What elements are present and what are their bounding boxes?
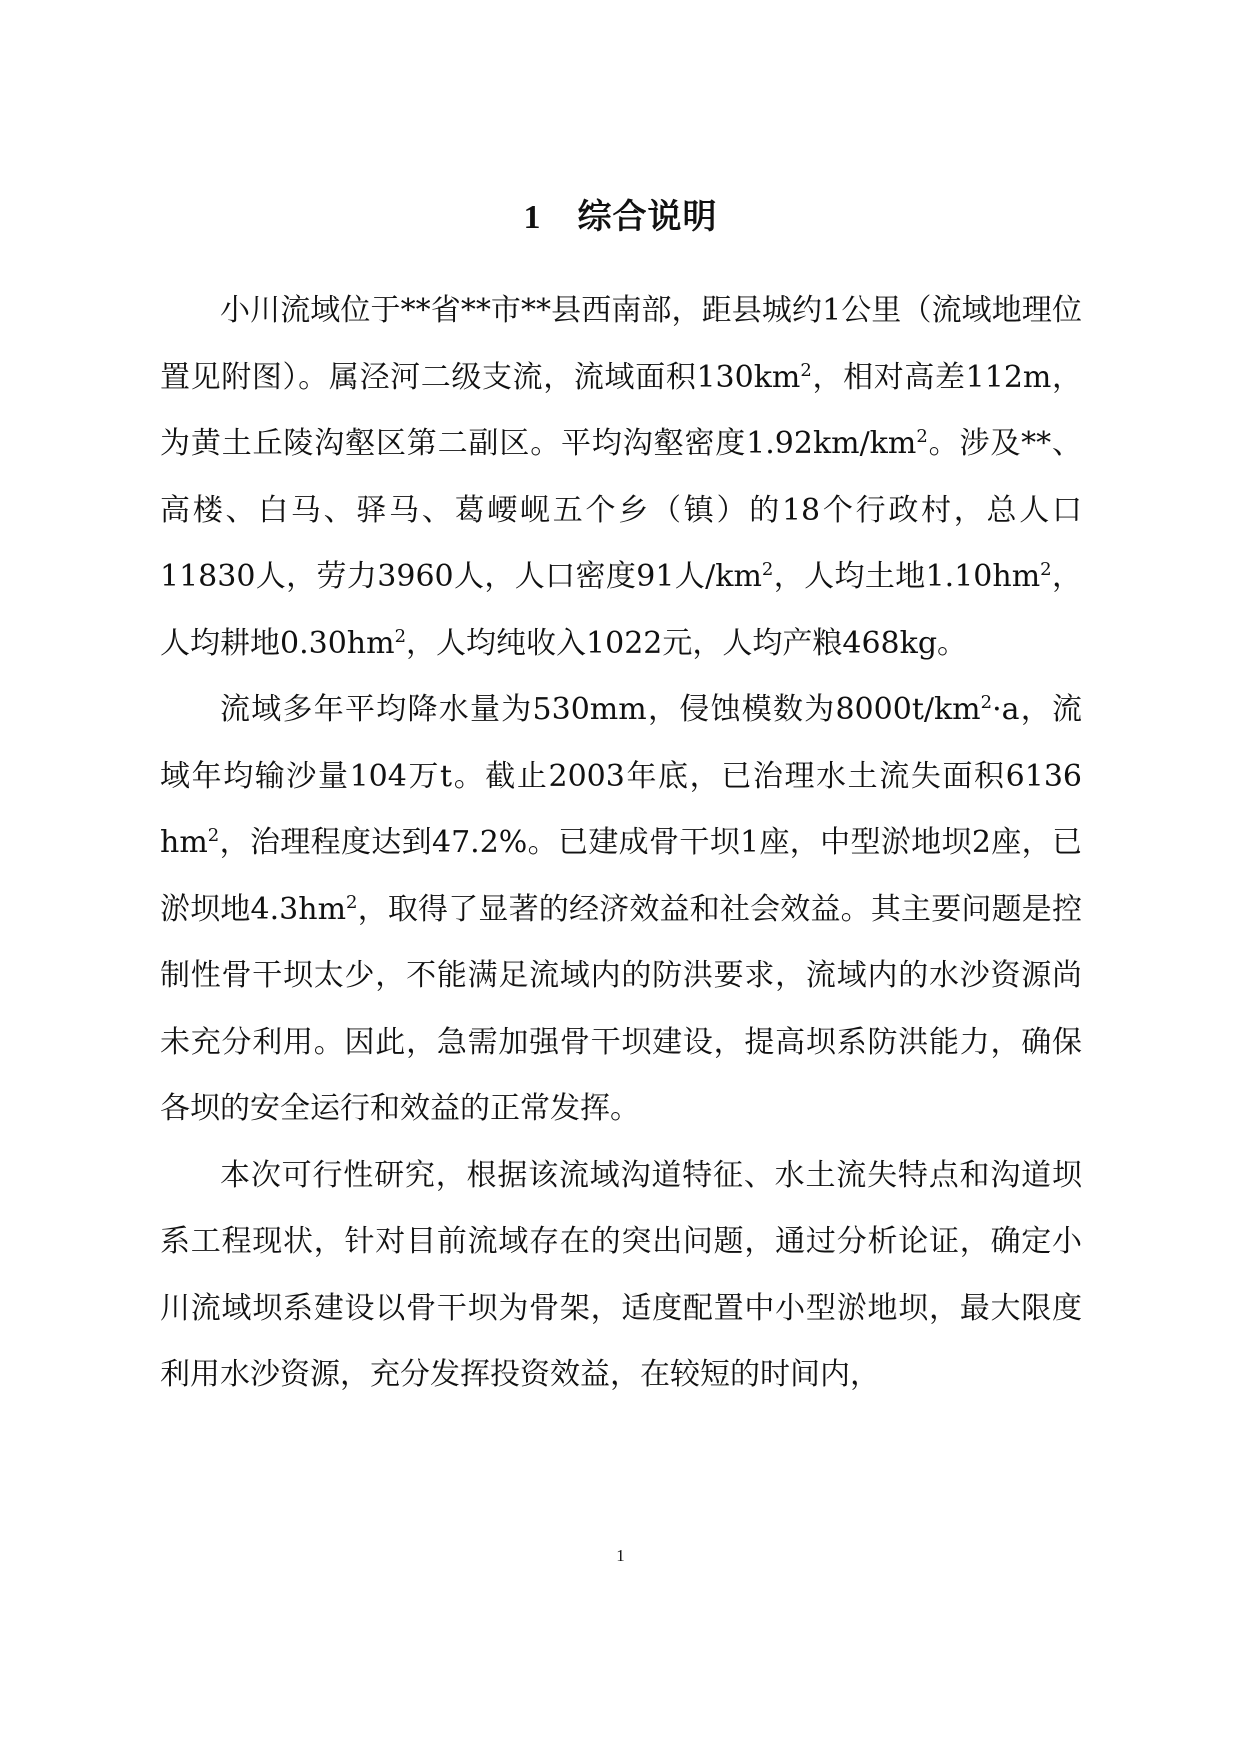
section-number: 1: [523, 198, 542, 236]
text-run: ，人均耕地0.30hm: [160, 559, 1082, 661]
page-number: 1: [616, 1546, 625, 1565]
section-title: 综合说明: [577, 196, 718, 237]
superscript: 2: [1040, 559, 1052, 580]
superscript: 2: [394, 625, 407, 647]
text-run: ，人均土地1.10hm: [773, 559, 1041, 594]
text-run: ，取得了显著的经济效益和社会效益。其主要问题是控制性骨干坝太少，不能满足流域内的防洪要求，流域内的水沙资源尚未充分利用。因此，急需加强骨干坝建设，提高坝系防洪能力，确保各坝的安全运行和效益的正常发挥。: [160, 891, 1082, 1126]
superscript: 2: [980, 692, 993, 713]
superscript: 2: [800, 359, 812, 381]
superscript: 2: [916, 426, 928, 447]
section-heading: [0, 195, 1241, 240]
text-run: 。涉及**、高楼、白马、驿马、葛崾岘五个乡（镇）的18个行政村，总人口11830人，劳力3960人，人口密度91人/km: [160, 426, 1083, 594]
text-run: ，相对高差112m，为黄土丘陵沟壑区第二副区。平均沟壑密度1.92km/km: [160, 359, 1082, 461]
superscript: 2: [346, 891, 358, 913]
text-run: 本次可行性研究，根据该流域沟道特征、水土流失特点和沟道坝系工程现状，针对目前流域存在的突出问题，通过分析论证，确定小川流域坝系建设以骨干坝为骨架，适度配置中小型淤地坝，最大限度利用水沙资源，充分发挥投资效益，在较短的时间内，: [160, 1157, 1082, 1392]
text-run: ，人均纯收入1022元，人均产粮468kg。: [406, 625, 968, 661]
paragraph-erosion-status: [160, 677, 1082, 1143]
document-body: [160, 278, 1082, 1409]
paragraph-feasibility-study: [160, 1143, 1082, 1409]
superscript: 2: [207, 825, 220, 846]
text-run: 小川流域位于**省**市**县西南部，距县城约1公里（流域地理位置见附图）。属泾河二级支流，流域面积130km: [160, 293, 1082, 395]
text-run: 流域多年平均降水量为530mm，侵蚀模数为8000t/km: [220, 692, 981, 727]
paragraph-basin-overview: [160, 278, 1082, 677]
superscript: 2: [761, 559, 774, 580]
text-run: ·a，流域年均输沙量104万t。截止2003年底，已治理水土流失面积6136 hm: [160, 692, 1083, 860]
text-run: ，治理程度达到47.2%。已建成骨干坝1座，中型淤地坝2座，已淤坝地4.3hm: [160, 825, 1082, 927]
